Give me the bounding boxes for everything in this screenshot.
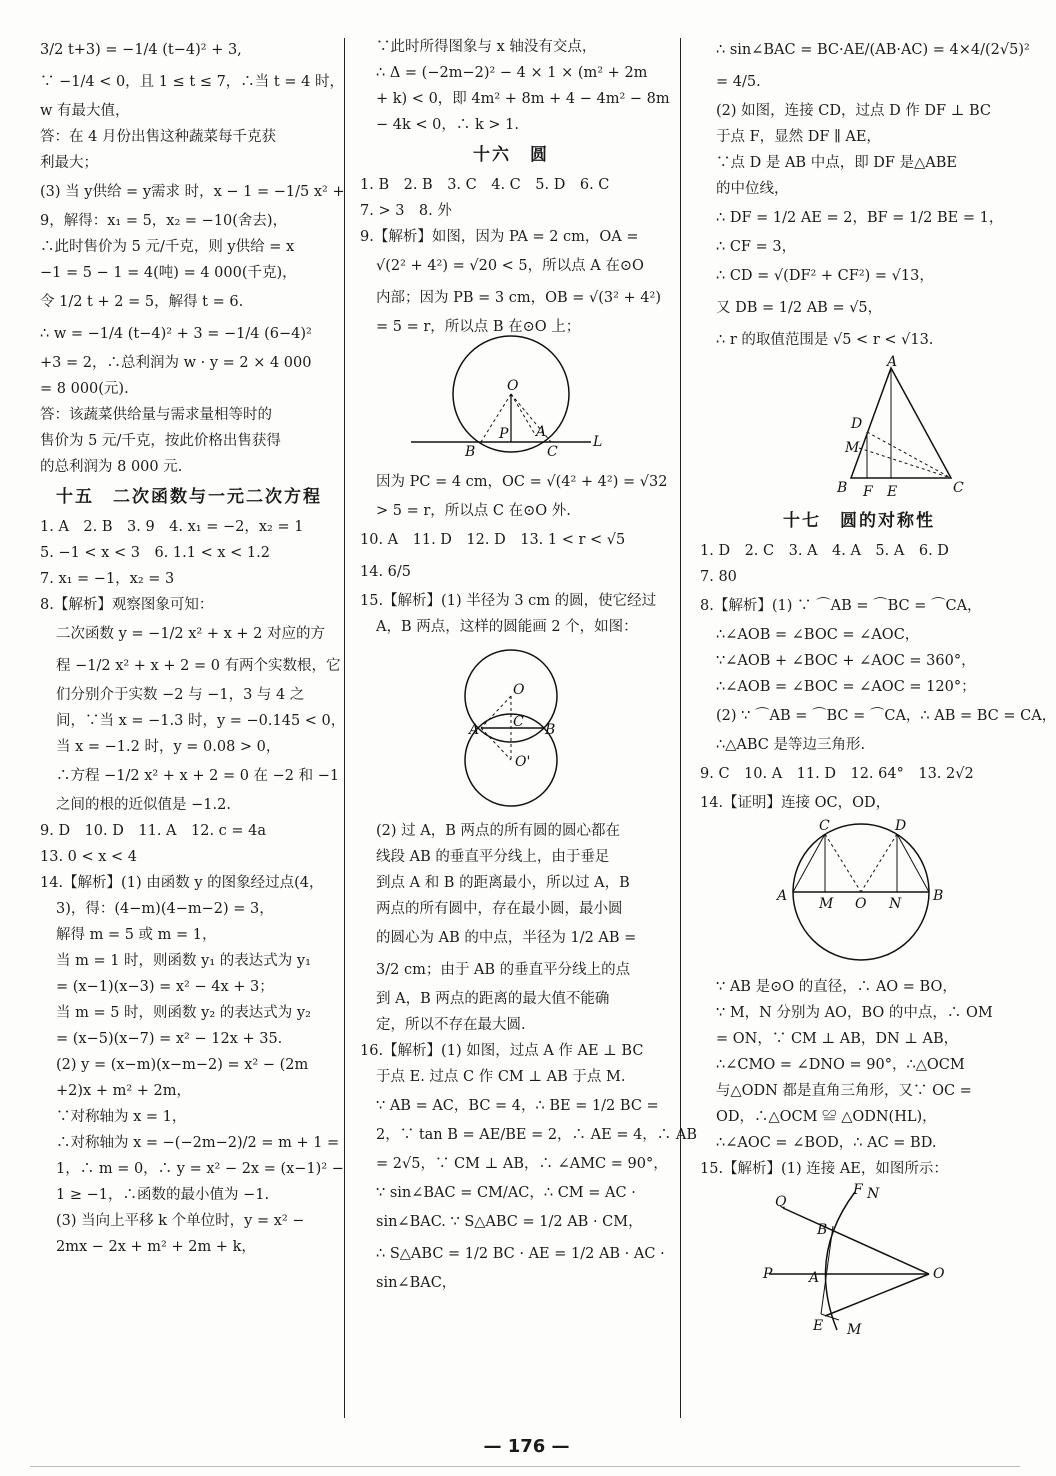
text-line: 间，∵当 x = −1.3 时，y = −0.145 < 0， <box>56 713 346 729</box>
text-line: + k) < 0，即 4m² + 8m + 4 − 4m² − 8m <box>376 91 670 107</box>
text-line: 16.【解析】(1) 如图，过点 A 作 AE ⊥ BC <box>360 1043 644 1059</box>
svg-text:O: O <box>507 378 519 394</box>
text-line: 定，所以不存在最大圆. <box>376 1017 526 1033</box>
text-line: 于点 F，显然 DF ∥ AE， <box>716 129 881 145</box>
svg-text:A: A <box>469 722 480 738</box>
text-line: = 2√5，∵ CM ⊥ AB，∴ ∠AMC = 90°， <box>376 1156 668 1172</box>
svg-text:B: B <box>817 1222 828 1238</box>
text-line: ∵对称轴为 x = 1， <box>56 1109 187 1125</box>
text-line: 的总利润为 8 000 元. <box>40 459 183 475</box>
svg-text:M: M <box>845 440 860 456</box>
text-line: (2) ∵ ⌒AB = ⌒BC = ⌒CA，∴ AB = BC = CA， <box>716 708 1056 724</box>
text-line: +2)x + m² + 2m， <box>56 1083 191 1099</box>
text-line: 7. x₁ = −1，x₂ = 3 <box>40 571 175 587</box>
text-line: 与△ODN 都是直角三角形，又∵ OC = <box>716 1083 972 1099</box>
text-line: 到点 A 和 B 的距离最小，所以过 A，B <box>376 875 630 891</box>
text-line: = (x−5)(x−7) = x² − 12x + 35. <box>56 1031 283 1047</box>
svg-text:E: E <box>887 484 898 500</box>
text-line: 之间的根的近似值是 −1.2. <box>56 797 231 813</box>
text-line: 解得 m = 5 或 m = 1， <box>56 927 217 943</box>
svg-text:B: B <box>545 722 556 738</box>
figure-circle-cd <box>759 820 959 970</box>
svg-text:N: N <box>867 1186 880 1202</box>
text-line: OD，∴△OCM ≌ △ODN(HL)， <box>716 1109 937 1125</box>
svg-text:A: A <box>536 424 547 440</box>
text-line: 售价为 5 元/千克，按此价格出售获得 <box>40 433 281 449</box>
text-line: 2，∵ tan B = AE/BE = 2，∴ AE = 4，∴ AB <box>376 1127 698 1143</box>
text-line: 利最大； <box>40 155 98 171</box>
text-line: 们分别介于实数 −2 与 −1，3 与 4 之 <box>56 687 305 703</box>
text-line: (2) 过 A，B 两点的所有圆的圆心都在 <box>376 823 620 839</box>
text-line: ∵ −1/4 < 0，且 1 ≤ t ≤ 7，∴当 t = 4 时， <box>40 74 344 90</box>
svg-text:C: C <box>819 818 830 834</box>
text-line: (2) 如图，连接 CD，过点 D 作 DF ⊥ BC <box>716 103 991 119</box>
text-line: (2) y = (x−m)(x−m−2) = x² − (2m <box>56 1057 309 1073</box>
text-line: (3) 当向上平移 k 个单位时，y = x² − <box>56 1213 305 1229</box>
figure-triangle-abc <box>759 354 964 500</box>
svg-text:D: D <box>895 818 907 834</box>
text-line: ∴△ABC 是等边三角形. <box>716 737 866 753</box>
svg-text:O: O <box>855 896 867 912</box>
column-2 <box>360 34 698 1296</box>
text-line: −1 = 5 − 1 = 4(吨) = 4 000(千克)， <box>40 265 297 281</box>
text-line: w 有最大值， <box>40 103 130 119</box>
text-line: = 5 = r，所以点 B 在⊙O 上； <box>376 319 581 335</box>
text-line: ∴ Δ = (−2m−2)² − 4 × 1 × (m² + 2m <box>376 65 648 81</box>
text-line: 两点的所有圆中，存在最小圆，最小圆 <box>376 901 623 917</box>
text-line: +3 = 2，∴总利润为 w · y = 2 × 4 000 <box>40 355 312 371</box>
text-line: = 8 000(元). <box>40 381 129 397</box>
text-line: 答：在 4 月份出售这种蔬菜每千克获 <box>40 129 276 145</box>
text-line: 9.【解析】如图，因为 PA = 2 cm，OA = <box>360 229 639 245</box>
text-line: 9. D 10. D 11. A 12. c = 4a <box>40 823 267 839</box>
text-line: ∴∠AOC = ∠BOD，∴ AC = BD. <box>716 1135 937 1151</box>
page-number: — 176 — <box>483 1436 570 1457</box>
text-line: 3/2 t+3) = −1/4 (t−4)² + 3, <box>40 42 242 58</box>
svg-text:O': O' <box>515 754 531 770</box>
text-line: 内部；因为 PB = 3 cm，OB = √(3² + 4²) <box>376 290 662 306</box>
text-line: ∴∠CMO = ∠DNO = 90°，∴△OCM <box>716 1057 965 1073</box>
svg-text:A: A <box>887 354 898 370</box>
text-line: √(2² + 4²) = √20 < 5，所以点 A 在⊙O <box>376 258 644 274</box>
svg-text:B: B <box>837 480 848 496</box>
column-3 <box>700 34 1056 1340</box>
text-line: 1. D 2. C 3. A 4. A 5. A 6. D <box>700 543 949 559</box>
text-line: 2mx − 2x + m² + 2m + k， <box>56 1239 256 1255</box>
svg-text:C: C <box>513 714 524 730</box>
text-line: A，B 两点，这样的圆能画 2 个，如图： <box>376 619 638 635</box>
svg-text:P: P <box>499 426 509 442</box>
text-line: 3)，得：(4−m)(4−m−2) = 3， <box>56 901 274 917</box>
text-line: 8.【解析】(1) ∵ ⌒AB = ⌒BC = ⌒CA， <box>700 598 982 614</box>
svg-text:L: L <box>593 434 603 450</box>
text-line: 当 m = 1 时，则函数 y₁ 的表达式为 y₁ <box>56 953 311 969</box>
svg-text:M: M <box>819 896 834 912</box>
text-line: (3) 当 y供给 = y需求 时，x − 1 = −1/5 x² + <box>40 184 345 200</box>
svg-text:N: N <box>889 896 902 912</box>
text-line: 令 1/2 t + 2 = 5，解得 t = 6. <box>40 294 244 310</box>
svg-text:D: D <box>851 416 863 432</box>
text-line: 3/2 cm；由于 AB 的垂直平分线上的点 <box>376 962 631 978</box>
text-line: 14.【解析】(1) 由函数 y 的图象经过点(4， <box>40 875 324 891</box>
section-heading: 十七 圆的对称性 <box>783 511 935 531</box>
text-line: 15.【解析】(1) 半径为 3 cm 的圆，使它经过 <box>360 593 657 609</box>
text-line: ∴ CD = √(DF² + CF²) = √13， <box>716 268 934 284</box>
text-line: 5. −1 < x < 3 6. 1.1 < x < 1.2 <box>40 545 270 561</box>
svg-text:B: B <box>465 444 476 460</box>
column-divider-2 <box>680 38 681 1418</box>
text-line: 1. A 2. B 3. 9 4. x₁ = −2，x₂ = 1 <box>40 519 304 535</box>
text-line: 答：该蔬菜供给量与需求量相等时的 <box>40 407 272 423</box>
text-line: 1，∴ m = 0，∴ y = x² − 2x = (x−1)² − <box>56 1161 344 1177</box>
text-line: 的中位线， <box>716 181 789 197</box>
text-line: 程 −1/2 x² + x + 2 = 0 有两个实数根，它 <box>56 658 341 674</box>
text-line: sin∠BAC. ∵ S△ABC = 1/2 AB · CM， <box>376 1214 643 1230</box>
svg-text:A: A <box>809 1270 820 1286</box>
text-line: 当 x = −1.2 时，y = 0.08 > 0， <box>56 739 281 755</box>
svg-text:B: B <box>933 888 944 904</box>
column-1 <box>40 34 346 1260</box>
text-line: 的圆心为 AB 的中点，半径为 1/2 AB = <box>376 930 637 946</box>
text-line: sin∠BAC， <box>376 1275 457 1291</box>
text-line: ∴∠AOB = ∠BOC = ∠AOC = 120°； <box>716 679 976 695</box>
svg-text:F: F <box>863 484 873 500</box>
text-line: = 4/5. <box>716 74 761 90</box>
text-line: 1 ≥ −1，∴函数的最小值为 −1. <box>56 1187 270 1203</box>
svg-text:C: C <box>547 444 558 460</box>
text-line: 15.【解析】(1) 连接 AE，如图所示： <box>700 1161 948 1177</box>
text-line: 1. B 2. B 3. C 4. C 5. D 6. C <box>360 177 610 193</box>
svg-text:P: P <box>763 1266 773 1282</box>
text-line: ∵ sin∠BAC = CM/AC，∴ CM = AC · <box>376 1185 636 1201</box>
text-line: 7. > 3 8. 外 <box>360 203 452 219</box>
text-line: 二次函数 y = −1/2 x² + x + 2 对应的方 <box>56 626 325 642</box>
section-heading: 十五 二次函数与一元二次方程 <box>56 487 322 507</box>
footer-rule <box>30 1466 1020 1467</box>
text-line: ∴此时售价为 5 元/千克，则 y供给 = x <box>40 239 295 255</box>
figure-circle-points-pbc <box>401 344 621 462</box>
text-line: ∴ DF = 1/2 AE = 2，BF = 1/2 BE = 1， <box>716 210 1004 226</box>
text-line: 9. C 10. A 11. D 12. 64° 13. 2√2 <box>700 766 974 782</box>
text-line: 又 DB = 1/2 AB = √5， <box>716 300 883 316</box>
text-line: 14. 6/5 <box>360 564 412 580</box>
text-line: 14.【证明】连接 OC，OD， <box>700 795 891 811</box>
text-line: 因为 PC = 4 cm，OC = √(4² + 4²) = √32 <box>376 474 668 490</box>
text-line: − 4k < 0，∴ k > 1. <box>376 117 519 133</box>
text-line: = (x−1)(x−3) = x² − 4x + 3； <box>56 979 274 995</box>
text-line: > 5 = r，所以点 C 在⊙O 外. <box>376 503 571 519</box>
text-line: ∵ AB = AC，BC = 4，∴ BE = 1/2 BC = <box>376 1098 659 1114</box>
figure-two-circles-ab <box>431 644 591 814</box>
svg-text:M: M <box>847 1322 862 1338</box>
svg-text:A: A <box>777 888 788 904</box>
text-line: ∴ S△ABC = 1/2 BC · AE = 1/2 AB · AC · <box>376 1246 665 1262</box>
svg-text:O: O <box>933 1266 945 1282</box>
text-line: ∴ sin∠BAC = BC·AE/(AB·AC) = 4×4/(2√5)² <box>716 42 1030 58</box>
text-line: 线段 AB 的垂直平分线上，由于垂足 <box>376 849 610 865</box>
text-line: 9，解得：x₁ = 5，x₂ = −10(舍去)， <box>40 213 288 229</box>
text-line: 到 A，B 两点的距离的最大值不能确 <box>376 991 610 1007</box>
text-line: ∴ w = −1/4 (t−4)² + 3 = −1/4 (6−4)² <box>40 326 312 342</box>
text-line: ∵∠AOB + ∠BOC + ∠AOC = 360°， <box>716 653 976 669</box>
text-line: 7. 80 <box>700 569 737 585</box>
text-line: 10. A 11. D 12. D 13. 1 < r < √5 <box>360 532 626 548</box>
text-line: 8.【解析】观察图象可知： <box>40 597 214 613</box>
text-line: 当 m = 5 时，则函数 y₂ 的表达式为 y₂ <box>56 1005 311 1021</box>
svg-text:E: E <box>813 1318 824 1334</box>
text-line: 13. 0 < x < 4 <box>40 849 138 865</box>
text-line: ∵此时所得图象与 x 轴没有交点， <box>376 39 597 55</box>
text-line: ∵ M，N 分别为 AO，BO 的中点，∴ OM <box>716 1005 993 1021</box>
figure-construction <box>759 1182 959 1338</box>
text-line: = ON，∵ CM ⊥ AB，DN ⊥ AB， <box>716 1031 959 1047</box>
text-line: ∴对称轴为 x = −(−2m−2)/2 = m + 1 = <box>56 1135 340 1151</box>
text-line: ∵ AB 是⊙O 的直径，∴ AO = BO， <box>716 979 957 995</box>
text-line: ∴ r 的取值范围是 √5 < r < √13. <box>716 332 934 348</box>
svg-text:Q: Q <box>775 1194 787 1210</box>
text-line: ∵点 D 是 AB 中点，即 DF 是△ABE <box>716 155 957 171</box>
svg-text:C: C <box>953 480 964 496</box>
text-line: ∴ CF = 3， <box>716 239 797 255</box>
svg-text:O: O <box>513 682 525 698</box>
text-line: ∴∠AOB = ∠BOC = ∠AOC， <box>716 627 920 643</box>
text-line: ∴方程 −1/2 x² + x + 2 = 0 在 −2 和 −1 <box>56 768 340 784</box>
text-line: 于点 E. 过点 C 作 CM ⊥ AB 于点 M. <box>376 1069 626 1085</box>
svg-text:F: F <box>853 1182 863 1198</box>
section-heading: 十六 圆 <box>473 145 549 165</box>
